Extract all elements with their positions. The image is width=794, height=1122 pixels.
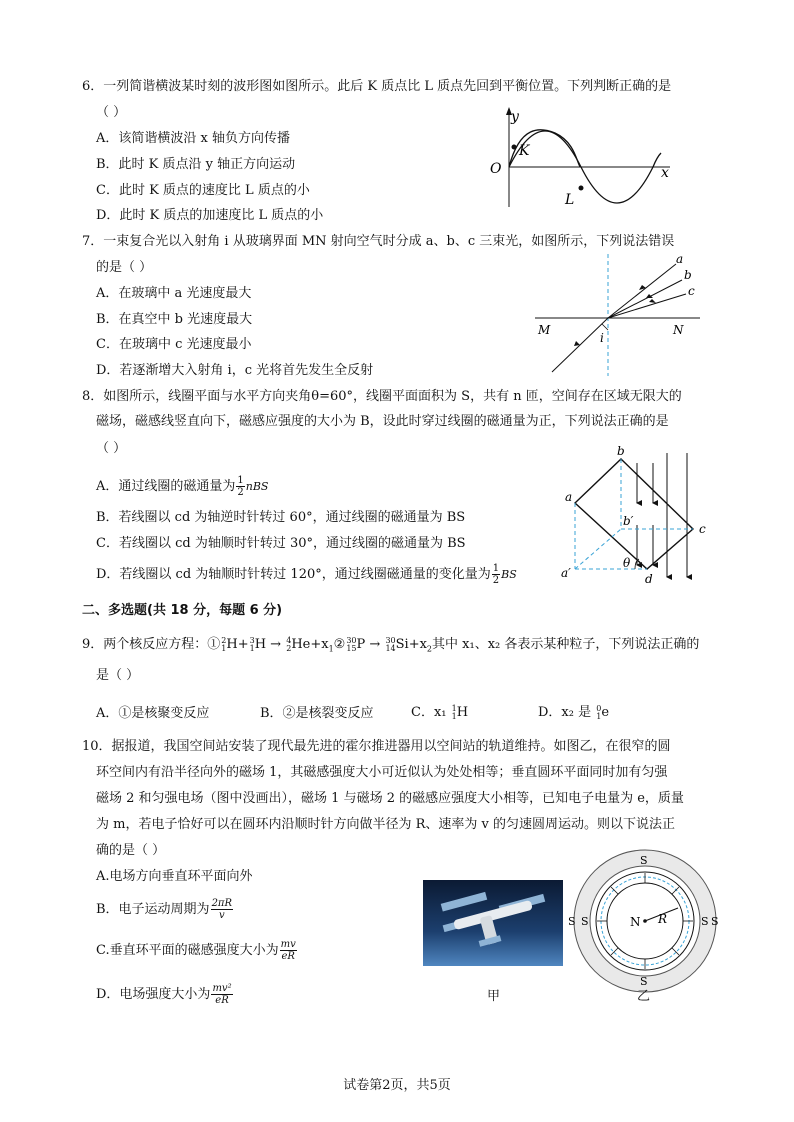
q6-paren: （ ） (96, 105, 127, 120)
ring-s-bottom: S (640, 975, 648, 988)
q8-option-c: C．若线圈以 cd 为轴顺时针转过 30°，通过线圈的磁通量为 BS (96, 536, 466, 551)
fig-jia-label: 甲 (487, 989, 501, 1004)
ring-s-right-outer: S (711, 915, 719, 928)
ring-field-figure (568, 848, 719, 994)
ring-s-left-outer: S (568, 915, 576, 928)
q8-option-b: B．若线圈以 cd 为轴逆时针转过 60°，通过线圈的磁通量为 BS (96, 510, 466, 525)
q7-fig-a: a (676, 252, 684, 266)
q9-option-d: D．x₂ 是 0 1 e (538, 703, 610, 721)
ring-n: N (630, 915, 641, 929)
space-station-photo (423, 880, 563, 966)
q7-fig-n: N (673, 323, 684, 337)
q8-fig-a2: a′ (561, 566, 571, 580)
q9-option-b: B．②是核裂变反应 (260, 706, 374, 721)
q8-option-d: D．若线圈以 cd 为轴顺时针转过 120°，通过线圈磁通量的变化量为 $\frac{1}{2}$ BS (96, 563, 517, 586)
q6-option-a: A．该简谐横波沿 x 轴负方向传播 (96, 131, 290, 146)
ring-r: R (658, 912, 668, 926)
q6-option-c: C．此时 K 质点的速度比 L 质点的小 (96, 183, 310, 198)
q7-option-c: C．在玻璃中 c 光速度最小 (96, 337, 252, 352)
q8-option-a: A．通过线圈的磁通量为 $\frac{1}{2}$ nBS (96, 475, 269, 498)
q8-fig-b2: b′ (623, 514, 634, 528)
q6-option-d: D．此时 K 质点的加速度比 L 质点的小 (96, 208, 324, 223)
q10-line4: 为 m，若电子恰好可以在圆环内沿顺时针方向做半径为 R、速率为 v 的匀速圆周运动。则以下说法正 (96, 817, 675, 832)
ring-s-left: S (581, 915, 589, 928)
q7-option-b: B．在真空中 b 光速度最大 (96, 312, 253, 327)
q9-option-c: C．x₁ 1 1 H (411, 703, 469, 721)
q7-stem: 7．一束复合光以入射角 i 从玻璃界面 MN 射向空气时分成 a、b、c 三束光，如图所示，下列说法错误 (82, 234, 675, 249)
q9-line2: 是（ ） (96, 668, 140, 683)
section-2-title: 二、多选题(共 18 分，每题 6 分) (82, 603, 283, 618)
q8-fig-b: b (617, 444, 625, 458)
q8-fig-d: d (645, 572, 653, 586)
page-footer: 试卷第2页，共5页 (343, 1078, 451, 1093)
q7-fig-i: i (600, 331, 604, 345)
q9-stem: 9．两个核反应方程：① 2 1 H+ 3 1 H → 4 2 $He+x_1②$ 30 15 P → 30 14 $Si+x_2$其中 x₁、x₂ 各表示某种粒子，下列说法正确的 (82, 635, 700, 654)
q7-fig-b: b (684, 268, 692, 282)
q8-paren: （ ） (96, 441, 127, 456)
q7-option-a: A．在玻璃中 a 光速度最大 (96, 286, 252, 301)
q6-wave-figure (485, 105, 685, 210)
q6-fig-y: y (511, 109, 519, 125)
q8-fig-a: a (565, 490, 573, 504)
q6-fig-l: L (565, 192, 575, 208)
q8-coil-figure (555, 445, 715, 590)
ring-s-right: S (701, 915, 709, 928)
q9-option-a: A．①是核聚变反应 (96, 706, 210, 721)
fig-yi-label: 乙 (637, 989, 651, 1004)
q10-line1: 10．据报道，我国空间站安装了现代最先进的霍尔推进器用以空间站的轨道维持。如图乙，在很窄的圆 (82, 739, 671, 754)
q10-option-a: A.电场方向垂直环平面向外 (96, 869, 253, 884)
q8-fig-theta: θ (623, 556, 631, 570)
q7-fig-c: c (688, 284, 695, 298)
q7-option-d: D．若逐渐增大入射角 i，c 光将首先发生全反射 (96, 363, 374, 378)
ring-s-top: S (640, 854, 648, 867)
q6-stem: 6．一列简谐横波某时刻的波形图如图所示。此后 K 质点比 L 质点先回到平衡位置。下列判断正确的是 (82, 79, 672, 94)
q7-refraction-figure (530, 250, 710, 380)
q10-option-d: D．电场强度大小为 $\frac{\text{mv²}}{eR}$ (96, 983, 232, 1006)
q10-option-b: B．电子运动周期为 $\frac{2\pi R}{v}$ (96, 898, 233, 921)
q6-option-b: B．此时 K 质点沿 y 轴正方向运动 (96, 157, 296, 172)
q7-fig-m: M (538, 323, 551, 337)
q8-fig-c: c (699, 522, 706, 536)
q8-stem: 8．如图所示，线圈平面与水平方向夹角θ=60°，线圈平面面积为 S，共有 n 匝，空间存在区域无限大的 (82, 389, 682, 404)
q6-fig-o: O (490, 161, 502, 177)
q10-line2: 环空间内有沿半径向外的磁场 1，其磁感强度大小可近似认为处处相等；垂直圆环平面同时加有匀强 (96, 765, 668, 780)
q8-stem2: 磁场，磁感线竖直向下，磁感应强度的大小为 B，设此时穿过线圈的磁通量为正，下列说法正确的是 (96, 414, 669, 429)
q6-fig-x: x (661, 165, 669, 181)
q7-stem2: 的是（ ） (96, 260, 153, 275)
q10-line5: 确的是（ ） (96, 843, 166, 858)
q10-line3: 磁场 2 和匀强电场（图中没画出），磁场 1 与磁场 2 的磁感应强度大小相等，已知电子电量为 e，质量 (96, 791, 684, 806)
q6-fig-k: K (519, 143, 530, 159)
q10-option-c: C.垂直环平面的磁感强度大小为 $\frac{mv}{eR}$ (96, 939, 296, 962)
